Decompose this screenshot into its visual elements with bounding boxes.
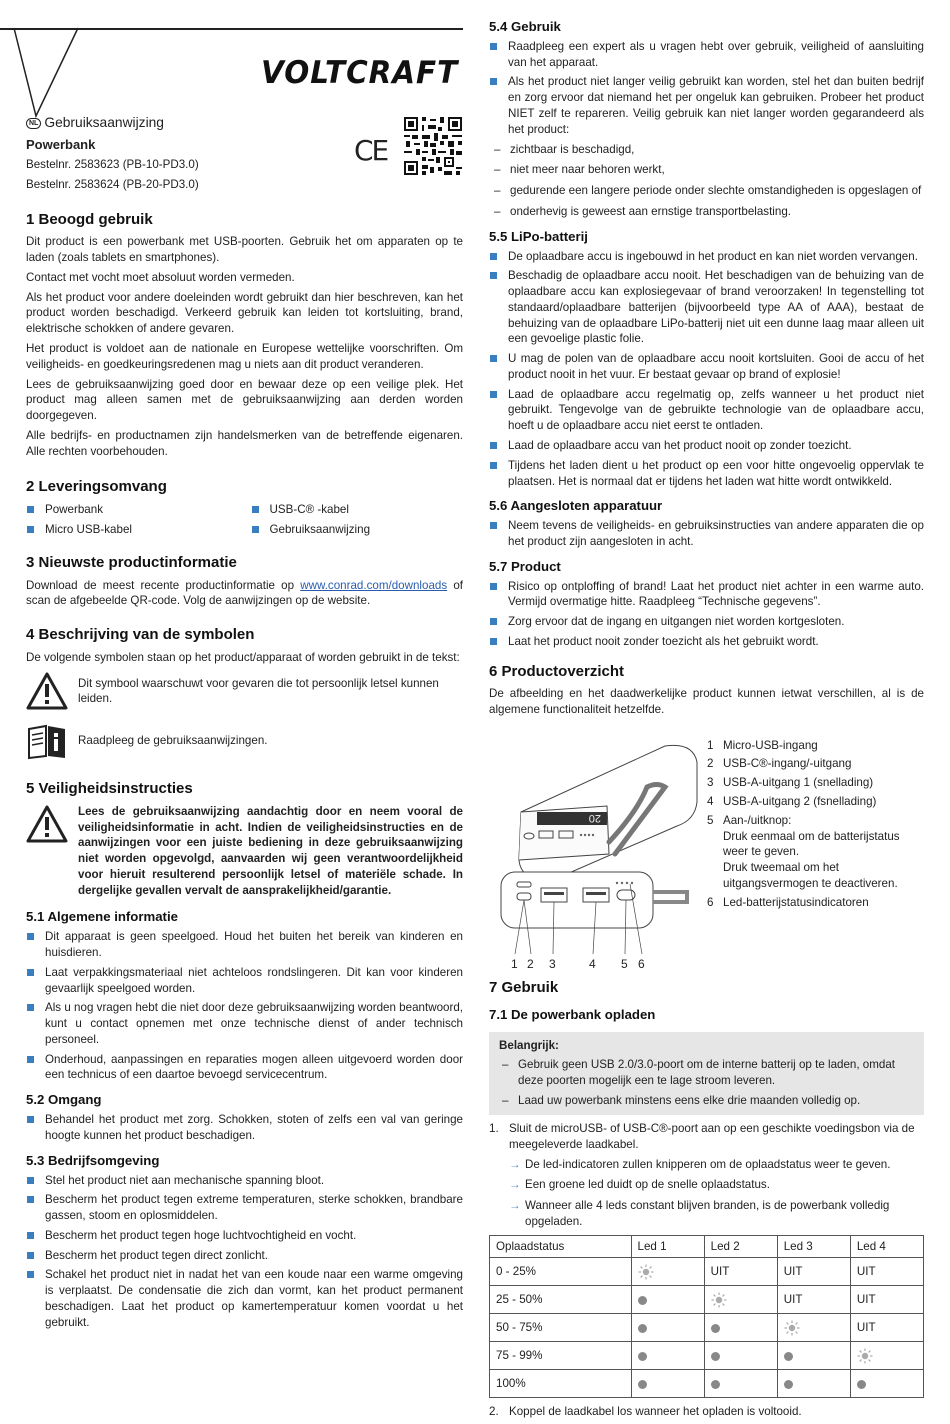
charging-steps <box>489 1121 924 1230</box>
part-list <box>707 738 927 914</box>
subsection-title-use: 5.4 Gebruik <box>489 19 561 34</box>
led-off-cell: UIT <box>850 1286 923 1314</box>
charge-level-cell: 50 - 75% <box>490 1314 632 1342</box>
part-item: 5 Aan-/uitknop: <box>707 813 792 827</box>
list-item: Laad de oplaadbare accu van het product nooit op zonder toezicht. <box>489 438 924 454</box>
subsection-title-general: 5.1 Algemene informatie <box>26 909 178 925</box>
important-box <box>489 1032 924 1115</box>
paragraph-download: Download de meest recente productinformatie op www.conrad.com/downloads of scan de afgebeelde QR-code. Volg de aanwijzingen op de website. <box>26 578 463 608</box>
section-title-intended-use: 1 Beoogd gebruik <box>26 211 153 228</box>
order-number-1: Bestelnr. 2583623 (PB-10-PD3.0) <box>26 158 199 172</box>
table-header-cell: Led 2 <box>704 1235 777 1258</box>
section-title-product-info: 3 Nieuwste productinformatie <box>26 554 237 572</box>
doc-title: NL Gebruiksaanwijzing <box>26 114 463 133</box>
paragraph: De afbeelding en het daadwerkelijke product kunnen ietwat verschillen, al is de algemene functionaliteit hetzelfde. <box>489 687 924 716</box>
downloads-link[interactable]: www.conrad.com/downloads <box>300 578 448 592</box>
list-item: Bescherm het product tegen extreme temperaturen, sterke schokken, brandbare gassen, stoom en oplosmiddelen. <box>26 1192 463 1224</box>
safety-warning-block <box>26 804 463 899</box>
section-title-safety: 5 Veiligheidsinstructies <box>26 780 193 798</box>
list-item: Beschadig de oplaadbare accu nooit. Het beschadigen van de behuizing van de oplaadbare accu kan explosiegevaar of brand veroorzaken! In tegenstelling tot standaard/oplaadbare batterijen (bijvoorbeeld type AA of AAA), bestaat de behuizing van de oplaadbare LiPo-batterij niet uit een dunne laag maar alleen uit een gevoelige plastic folie. <box>489 268 924 347</box>
step-item: 2. Koppel de laadkabel los wanneer het opladen is voltooid. <box>489 1405 802 1419</box>
qr-code-icon <box>404 117 462 175</box>
led-blinking-icon <box>777 1314 850 1342</box>
charge-level-cell: 75 - 99% <box>490 1342 632 1370</box>
list-item: Behandel het product met zorg. Schokken, stoten of zelfs een val van geringe hoogte kunnen het product beschadigen. <box>26 1112 463 1144</box>
paragraph: De volgende symbolen staan op het product/apparaat of worden gebruikt in de tekst: <box>26 650 460 664</box>
list-item: Bescherm het product tegen hoge luchtvochtigheid en vocht. <box>26 1228 463 1244</box>
led-on-icon <box>704 1370 777 1398</box>
list-item: Raadpleeg een expert als u vragen hebt over gebruik, veiligheid of aansluiting van het apparaat. <box>489 39 924 71</box>
charge-level-cell: 0 - 25% <box>490 1258 632 1286</box>
paragraph: Alle bedrijfs- en productnamen zijn handelsmerken van de betreffende eigenaren. Alle rechten voorbehouden. <box>26 428 463 458</box>
list-item: – Gebruik geen USB 2.0/3.0-poort om de interne batterij op te laden, omdat deze poorten mogelijk een te lage stroom leveren. <box>499 1057 916 1089</box>
product-name: Powerbank <box>26 136 96 152</box>
callout-6: 6 <box>638 956 645 971</box>
list-item: Tijdens het laden dient u het product op een voor hitte ongevoelig oppervlak te plaatsen. Het is normaal dat er tijdens het laden wat hitte wordt ontwikkeld. <box>489 458 924 490</box>
order-number-2: Bestelnr. 2583624 (PB-20-PD3.0) <box>26 178 199 192</box>
list-item: Gebruiksaanwijzing <box>251 522 464 538</box>
list-item: Laat verpakkingsmateriaal niet achteloos rondslingeren. Dit kan voor kinderen gevaarlijk speelgoed worden. <box>26 965 463 997</box>
subsection-title-handling: 5.2 Omgang <box>26 1092 102 1108</box>
led-status-table <box>489 1235 924 1399</box>
led-on-icon <box>704 1342 777 1370</box>
part-item: 2 USB-C®-ingang/-uitgang <box>707 757 852 771</box>
important-list <box>499 1057 916 1109</box>
charge-level-cell: 25 - 50% <box>490 1286 632 1314</box>
brand-logo: VOLTCRAFT <box>261 55 459 91</box>
symbol-row-manual <box>26 721 463 761</box>
list-item: → Wanneer alle 4 leds constant blijven branden, is de powerbank volledig opgeladen. <box>509 1198 924 1230</box>
callout-5: 5 <box>621 956 628 971</box>
led-off-cell: UIT <box>704 1258 777 1286</box>
list-item: Micro USB-kabel <box>26 522 239 538</box>
paragraph: Lees de gebruiksaanwijzing goed door en bewaar deze op een veilige plek. Het product mag alleen samen met de gebruiksaanwijzing aan derden worden doorgegeven. <box>26 377 463 423</box>
callout-4: 4 <box>589 956 596 971</box>
table-row <box>490 1342 924 1370</box>
part-item: 6 Led-batterijstatusindicatoren <box>707 895 869 909</box>
list-item: – zichtbaar is beschadigd, <box>491 142 924 158</box>
display-readout: 20 <box>588 811 601 824</box>
delivery-list <box>26 502 463 542</box>
list-item: Onderhoud, aanpassingen en reparaties mogen alleen uitgevoerd worden door een technicus of een daartoe bevoegd servicecentrum. <box>26 1052 463 1084</box>
warning-symbol-text: Dit symbool waarschuwt voor gevaren die tot persoonlijk letsel kunnen leiden. <box>78 676 439 706</box>
list-item: Zorg ervoor dat de ingang en uitgangen niet worden kortgesloten. <box>489 614 924 630</box>
manual-symbol-text: Raadpleeg de gebruiksaanwijzingen. <box>78 734 268 748</box>
part-item: Druk tweemaal om het uitgangsvermogen te deactiveren. <box>723 861 898 890</box>
step-item: 1. Sluit de microUSB- of USB-C®-poort aan op een geschikte voedingsbon via de meegeleverde laadkabel. → De led-indicatoren zullen knipperen om de oplaadstatus weer te geven. → Een groene led duidt op de snelle oplaadstatus. → Wanneer alle 4 leds constant blijven branden, is de powerbank volledig opgeladen. <box>489 1121 924 1230</box>
table-row <box>490 1258 924 1286</box>
list-item: – Laad uw powerbank minstens eens elke drie maanden volledig op. <box>499 1093 916 1109</box>
section-title-delivery: 2 Leveringsomvang <box>26 478 167 496</box>
list-item: Laad de oplaadbare accu regelmatig op, zelfs wanneer u het product niet gebruikt. Tengevolge van de gebruikte technologie van de oplaadbare accu, hoeft u de oplaadbare accu niet eerst te ontladen. <box>489 387 924 434</box>
document-header <box>26 114 463 197</box>
list-item: – onderhevig is geweest aan ernstige transportbelasting. <box>491 204 924 220</box>
led-blinking-icon <box>704 1286 777 1314</box>
list-item: USB-C® -kabel <box>251 502 464 518</box>
list-item: Als het product niet langer veilig gebruikt kan worden, stel het dan buiten bedrijf en zorg ervoor dat niemand het per ongeluk kan gebruiken. Probeer het product NIET zelf te repareren. Veilig gebruik kan niet langer worden gegarandeerd als het product: <box>489 74 924 137</box>
list-item: De oplaadbare accu is ingebouwd in het product en kan niet worden vervangen. <box>489 249 924 265</box>
table-row <box>490 1286 924 1314</box>
subsection-title-connected: 5.6 Aangesloten apparatuur <box>489 498 663 514</box>
led-blinking-icon <box>850 1342 923 1370</box>
list-item: Laat het product nooit zonder toezicht als het gebruikt wordt. <box>489 634 924 650</box>
part-item: 3 USB-A-uitgang 1 (snellading) <box>707 776 874 790</box>
header-v-mark <box>0 28 80 118</box>
led-off-cell: UIT <box>850 1314 923 1342</box>
led-on-icon <box>850 1370 923 1398</box>
left-column <box>26 196 463 1335</box>
lipo-list <box>489 249 924 490</box>
right-column <box>489 10 924 1424</box>
section-title-overview: 6 Productoverzicht <box>489 662 625 680</box>
use-condition-list <box>489 142 924 220</box>
led-on-icon <box>631 1342 704 1370</box>
callout-2: 2 <box>527 956 534 971</box>
warning-triangle-icon <box>26 671 68 711</box>
table-row <box>490 1314 924 1342</box>
list-item: Dit apparaat is geen speelgoed. Houd het buiten het bereik van kinderen en huisdieren. <box>26 929 463 961</box>
table-header-cell: Led 3 <box>777 1235 850 1258</box>
ce-mark: CE <box>354 134 388 167</box>
table-header-cell: Led 4 <box>850 1235 923 1258</box>
led-on-icon <box>631 1314 704 1342</box>
handling-list <box>26 1112 463 1144</box>
paragraph: Contact met vocht moet absoluut worden vermeden. <box>26 270 295 284</box>
led-on-icon <box>777 1342 850 1370</box>
list-item: – gedurende een langere periode onder slechte omstandigheden is opgeslagen of <box>491 183 924 199</box>
list-item: – niet meer naar behoren werkt, <box>491 162 924 178</box>
powerbank-illustration <box>497 732 702 972</box>
list-item: Bescherm het product tegen direct zonlicht. <box>26 1248 463 1264</box>
manual-book-icon <box>26 721 68 761</box>
led-on-icon <box>631 1286 704 1314</box>
language-badge: NL <box>26 118 41 129</box>
connected-list <box>489 518 924 550</box>
list-item: → Een groene led duidt op de snelle oplaadstatus. <box>509 1177 924 1193</box>
product-list <box>489 579 924 650</box>
part-item: 1 Micro-USB-ingang <box>707 738 818 752</box>
section-title-usage: 7 Gebruik <box>489 978 559 996</box>
callout-3: 3 <box>549 956 556 971</box>
callout-1: 1 <box>511 956 518 971</box>
table-row <box>490 1370 924 1398</box>
subsection-title-lipo: 5.5 LiPo-batterij <box>489 228 588 244</box>
paragraph: Het product is voldoet aan de nationale en Europese wettelijke voorschriften. Om veiligheids- en goedkeuringsredenen mag u niets aan dit product veranderen. <box>26 341 463 371</box>
list-item: Stel het product niet aan mechanische spanning bloot. <box>26 1173 463 1189</box>
subsection-title-charging: 7.1 De powerbank opladen <box>489 1007 656 1023</box>
safety-bold-text: Lees de gebruiksaanwijzing aandachtig door en neem vooral de veiligheidsinformatie in acht. Indien de veiligheidsinstructies en de aanwijzingen voor een juiste bediening in deze gebruiksaanwijzing niet worden opgevolgd, aanvaarden wij geen verantwoordelijkheid voor hieruit resulterend persoonlijk letsel of materiële schade. In dergelijke gevallen vervalt de aansprakelijkheid/garantie. <box>78 804 463 897</box>
led-on-icon <box>631 1370 704 1398</box>
list-item: Schakel het product niet in nadat het van een koude naar een warme omgeving is verplaatst. De condensatie die zich dan vormt, kan het product permanent beschadigen. Laat het product op kamertemperatuur komen voordat u het gebruikt. <box>26 1267 463 1330</box>
list-item: Als u nog vragen hebt die niet door deze gebruiksaanwijzing worden beantwoord, kunt u contact opnemen met onze technische dienst of ander technisch personeel. <box>26 1000 463 1047</box>
list-item: Neem tevens de veiligheids- en gebruiksinstructies van andere apparaten die op het product zijn aangesloten in acht. <box>489 518 924 550</box>
led-off-cell: UIT <box>850 1258 923 1286</box>
charging-steps-end <box>489 1404 924 1420</box>
list-item: → De led-indicatoren zullen knipperen om de oplaadstatus weer te geven. <box>509 1157 924 1173</box>
important-title: Belangrijk: <box>499 1039 559 1053</box>
symbol-row-warning <box>26 671 463 711</box>
step-result-list <box>509 1157 924 1230</box>
subsection-title-environment: 5.3 Bedrijfsomgeving <box>26 1152 160 1168</box>
led-on-icon <box>704 1314 777 1342</box>
general-info-list <box>26 929 463 1083</box>
environment-list <box>26 1173 463 1331</box>
warning-triangle-icon <box>26 804 68 844</box>
led-off-cell: UIT <box>777 1258 850 1286</box>
table-header-cell: Oplaadstatus <box>490 1235 632 1258</box>
section-title-symbols: 4 Beschrijving van de symbolen <box>26 626 255 644</box>
list-item: U mag de polen van de oplaadbare accu nooit kortsluiten. Gooi de accu of het product nooit in het vuur. Er bestaat gevaar op brand of explosie! <box>489 351 924 383</box>
led-off-cell: UIT <box>777 1286 850 1314</box>
list-item: Powerbank <box>26 502 239 518</box>
part-item: 4 USB-A-uitgang 2 (fsnellading) <box>707 795 877 808</box>
use-list <box>489 39 924 138</box>
led-blinking-icon <box>631 1258 704 1286</box>
charge-level-cell: 100% <box>490 1370 632 1398</box>
paragraph: Als het product voor andere doeleinden wordt gebruikt dan hier beschreven, kan het product worden beschadigd. Verkeerd gebruik kan leiden tot kortsluiting, brand, elektrische schokken of andere gevaren. <box>26 290 463 336</box>
part-item: Druk eenmaal om de batterijstatus weer te geven. <box>723 829 900 859</box>
led-on-icon <box>777 1370 850 1398</box>
table-header-cell: Led 1 <box>631 1235 704 1258</box>
product-overview <box>489 722 924 970</box>
list-item: Risico op ontploffing of brand! Laat het product niet achter in een warme auto. Vermijd overmatige hitte. Raadpleeg “Technische gegevens”. <box>489 579 924 611</box>
paragraph: Dit product is een powerbank met USB-poorten. Gebruik het om apparaten op te laden (zoals tablets en smartphones). <box>26 235 463 265</box>
subsection-title-product: 5.7 Product <box>489 558 561 574</box>
